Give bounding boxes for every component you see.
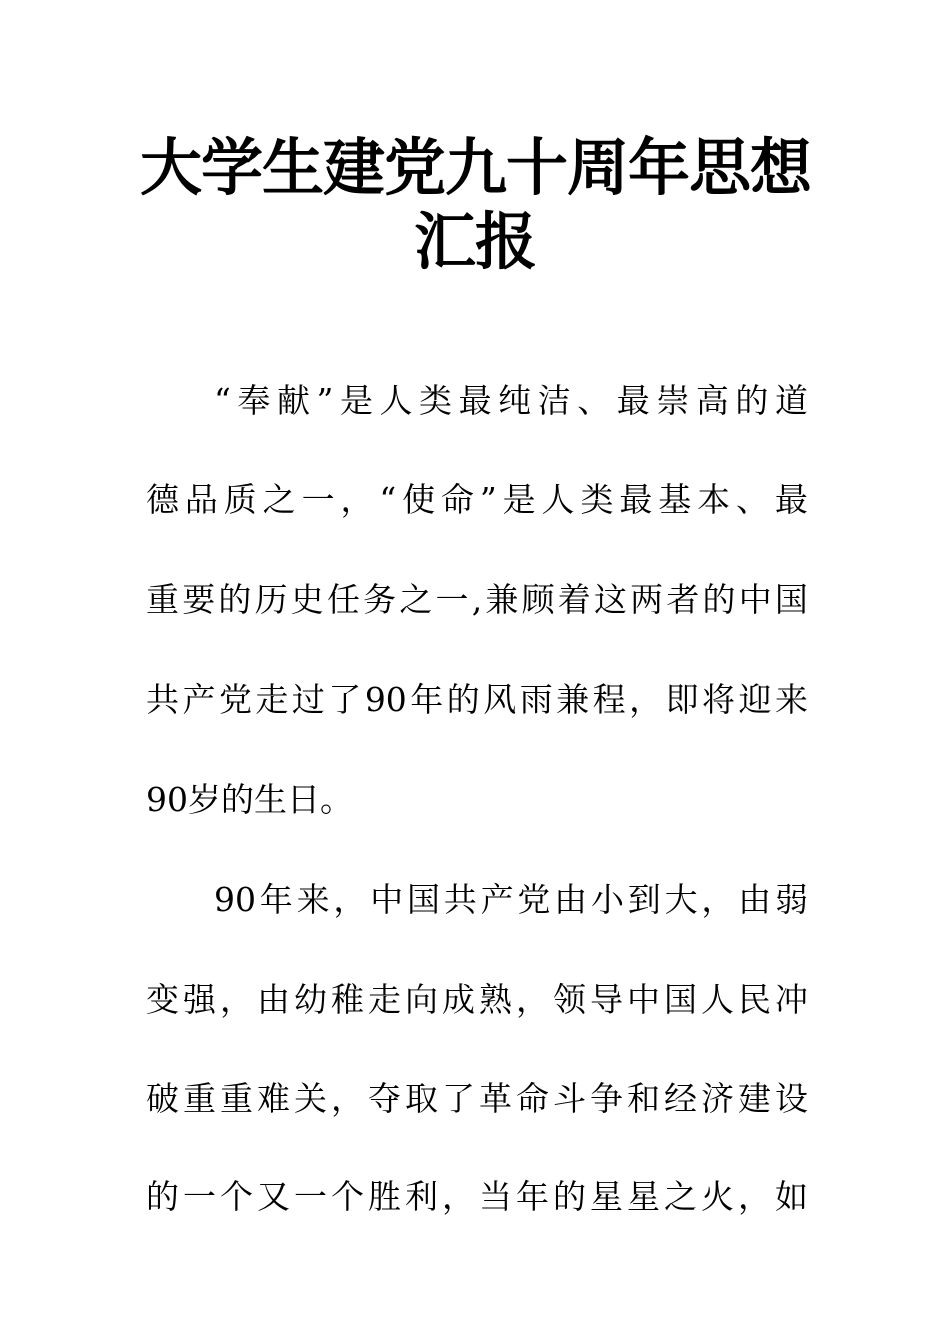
document-title-line-2: 汇报 — [413, 205, 536, 278]
document-title-line-1: 大学生建党九十周年思想 — [140, 131, 812, 204]
paragraph-1-line-3: 重 要 的 历 史 任 务 之 一 , 兼 顾 着 这 两 者 的 中 国 — [146, 580, 808, 619]
paragraph-1-line-2: 德 品 质 之 一 ， “ 使 命 ” 是 人 类 最 基 本 、 最 — [146, 480, 808, 519]
paragraph-1-line-5: 90岁的生日。 — [146, 780, 353, 819]
paragraph-1-line-1: “ 奉 献 ” 是 人 类 最 纯 洁 、 最 崇 高 的 道 — [214, 381, 808, 420]
paragraph-2-line-2: 变 强 ， 由 幼 稚 走 向 成 熟 ， 领 导 中 国 人 民 冲 — [146, 980, 808, 1019]
paragraph-2-line-3: 破 重 重 难 关 ， 夺 取 了 革 命 斗 争 和 经 济 建 设 — [146, 1079, 808, 1118]
paragraph-2-line-4: 的 一 个 又 一 个 胜 利 ， 当 年 的 星 星 之 火 ， 如 — [146, 1177, 808, 1216]
paragraph-2-line-1: 90 年 来 ， 中 国 共 产 党 由 小 到 大 ， 由 弱 — [214, 880, 808, 919]
paragraph-1-line-4: 共 产 党 走 过 了 90 年 的 风 雨 兼 程 ， 即 将 迎 来 — [146, 680, 808, 719]
